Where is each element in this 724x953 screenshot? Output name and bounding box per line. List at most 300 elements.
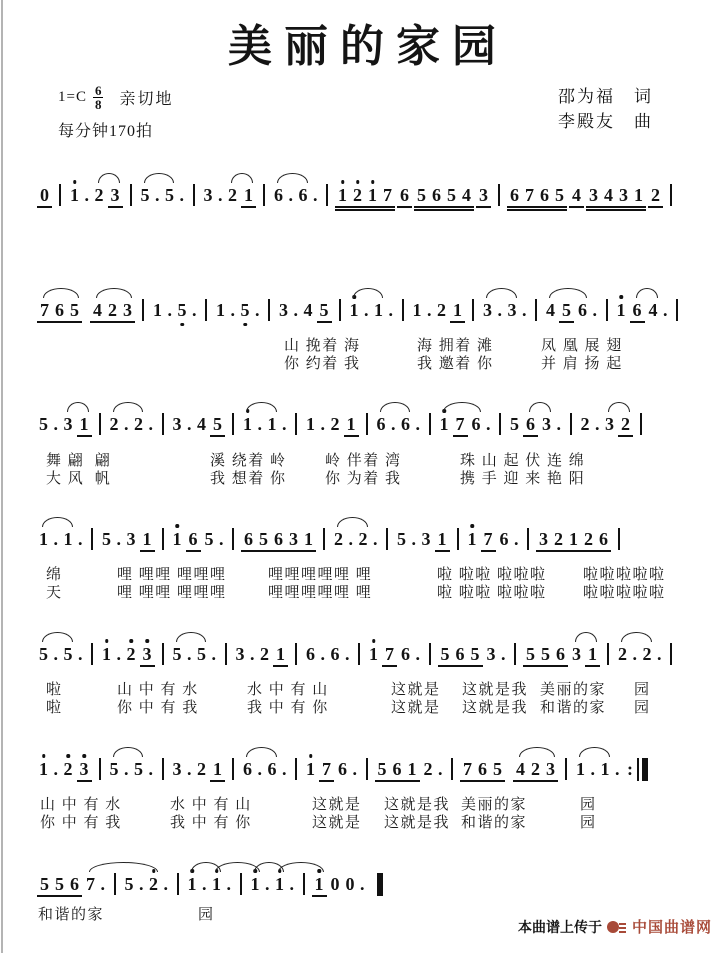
aug-dot: . (155, 185, 160, 205)
underline-group (559, 299, 574, 323)
lyric-text: 这就是 (312, 815, 362, 831)
slur-arc (608, 402, 630, 412)
slur-arc (67, 402, 89, 412)
note: 4 (303, 300, 313, 320)
lyric-text: 你 为着 我 (325, 471, 402, 487)
aug-dot: . (497, 300, 502, 320)
lyric-text: 园 (198, 907, 215, 923)
barline (263, 184, 265, 206)
note: 1 (79, 414, 89, 434)
note: 1 (346, 414, 356, 434)
aug-dot: . (288, 185, 293, 205)
note: 2 (437, 300, 446, 320)
slur-arc (176, 632, 206, 642)
aug-dot: . (226, 874, 231, 894)
note: 5 (397, 529, 406, 549)
note: 1 (275, 874, 284, 894)
aug-dot: . (320, 644, 325, 664)
note: 7 (322, 759, 331, 779)
note: 3 (486, 644, 496, 664)
slur-arc (278, 862, 324, 872)
score-line (36, 413, 648, 437)
note: 1 (187, 874, 197, 894)
underline-group (210, 758, 225, 782)
lyric-text: 我 邀着 你 (417, 356, 494, 372)
lyric-text: 哩哩哩哩哩 哩 (268, 585, 373, 601)
note: 3 (172, 414, 182, 434)
lyric-text: 我 中 有 你 (170, 815, 252, 831)
barline (514, 643, 516, 665)
note: 3 (123, 300, 132, 320)
note: 0 (40, 185, 49, 205)
note: 1 (600, 759, 610, 779)
aug-dot: . (53, 529, 58, 549)
slur-arc (215, 862, 260, 872)
slur-arc (113, 747, 143, 757)
note: 6 (274, 529, 283, 549)
note: 1 (250, 874, 260, 894)
note: 1 (244, 185, 253, 205)
lyric-text: 园 (580, 815, 597, 831)
note: 1 (304, 529, 313, 549)
note: 5 (510, 414, 519, 434)
barline (162, 413, 164, 435)
barline (162, 528, 164, 550)
underline-group (77, 758, 92, 782)
score-line (36, 643, 678, 667)
lyric-text: 啦 啦啦 啦啦啦 (437, 567, 547, 583)
aug-dot: . (411, 529, 416, 549)
note: 3 (619, 185, 628, 205)
lyric-text: 大 风 帆 (46, 471, 112, 487)
lyric-text: 这就是 (391, 700, 441, 716)
aug-dot: . (84, 185, 89, 205)
lyric-text: 啦 (46, 682, 63, 698)
aug-dot: . (282, 759, 287, 779)
footer (0, 916, 712, 937)
barline (386, 528, 388, 550)
note: 1 (349, 300, 359, 320)
barline (457, 528, 459, 550)
note: 2 (63, 759, 73, 779)
expression-mark: 亲切地 (119, 91, 174, 108)
barline (295, 643, 297, 665)
barline (527, 528, 529, 550)
note: 3 (539, 529, 548, 549)
lyric-text: 这就是我 (462, 700, 529, 716)
note: 5 (447, 185, 456, 205)
note: 2 (334, 529, 343, 549)
aug-dot: . (187, 414, 192, 434)
note: 5 (440, 644, 450, 664)
underline-group (586, 184, 646, 211)
underline-group (476, 184, 491, 208)
aug-dot: . (657, 644, 662, 664)
underline-group (140, 528, 155, 552)
barline (429, 643, 431, 665)
lyric-text: 哩 哩哩 哩哩哩 (117, 567, 227, 583)
note: 5 (555, 185, 564, 205)
lyric-text: 园 (634, 700, 651, 716)
aug-dot: . (282, 414, 287, 434)
aug-dot: . (364, 300, 369, 320)
note: 5 (259, 529, 268, 549)
aug-dot: . (187, 644, 192, 664)
barline (295, 758, 297, 780)
note: 6 (70, 874, 79, 894)
note: 1 (374, 300, 383, 320)
underline-group (585, 643, 600, 667)
note: 4 (197, 414, 206, 434)
note: 3 (589, 185, 598, 205)
lyric-text: 你 中 有 我 (117, 700, 199, 716)
underline-group (375, 758, 420, 782)
note: 1 (412, 300, 422, 320)
aug-dot: . (116, 644, 121, 664)
barline (451, 758, 453, 780)
underline-group (438, 643, 483, 667)
slur-arc (443, 402, 481, 412)
barline (130, 184, 132, 206)
aug-dot: . (486, 414, 491, 434)
underline-group (435, 528, 450, 552)
upload-note: 本曲谱上传于 (517, 920, 602, 936)
barline (99, 758, 101, 780)
note: 3 (279, 300, 288, 320)
aug-dot: . (388, 300, 393, 320)
note: 6 (274, 185, 283, 205)
note: 4 (572, 185, 581, 205)
barline (142, 299, 144, 321)
note: 3 (546, 759, 555, 779)
underline-group (523, 413, 538, 437)
aug-dot: . (427, 300, 432, 320)
note: 4 (516, 759, 525, 779)
slur-arc (42, 517, 73, 527)
note: 5 (134, 759, 143, 779)
aug-dot: . (257, 759, 262, 779)
aug-dot: . (313, 185, 318, 205)
aug-dot: . (293, 300, 298, 320)
note: 6 (267, 759, 277, 779)
aug-dot: . (632, 644, 637, 664)
underline-group (414, 184, 474, 211)
lyric-text: 绵 (46, 567, 63, 583)
note: 5 (240, 300, 250, 320)
note: 6 (471, 414, 481, 434)
note: 4 (93, 300, 102, 320)
barline (358, 643, 360, 665)
note: 3 (142, 644, 152, 664)
note: 1 (243, 414, 252, 434)
note: 4 (604, 185, 613, 205)
slur-arc (636, 288, 658, 298)
note: 6 (244, 529, 253, 549)
barline (472, 299, 474, 321)
barline (535, 299, 537, 321)
barline (570, 413, 572, 435)
underline-group (319, 758, 334, 782)
barline (99, 413, 101, 435)
aug-dot: . (187, 759, 192, 779)
aug-dot: . (522, 300, 527, 320)
slur-arc (579, 747, 610, 757)
underline-group (312, 873, 327, 897)
aug-dot: . (663, 300, 668, 320)
note: 1 (70, 185, 79, 205)
barline (670, 184, 672, 206)
lyric-text: 岭 伴着 湾 (325, 453, 402, 469)
barline (670, 643, 672, 665)
lyric-text: 园 (634, 682, 651, 698)
note: 4 (648, 300, 658, 320)
note: 5 (40, 874, 49, 894)
aug-dot: . (219, 529, 224, 549)
note: 5 (55, 874, 64, 894)
aug-dot: . (289, 874, 294, 894)
slur-arc (144, 173, 174, 183)
aug-dot: . (179, 185, 184, 205)
slur-arc (549, 288, 587, 298)
note: 2 (197, 759, 206, 779)
lyric-text: 这就是我 (384, 815, 451, 831)
lyric-text: 啦啦啦啦啦 (583, 585, 666, 601)
lyric-text: 你 约着 我 (284, 356, 361, 372)
note: 1 (616, 300, 626, 320)
note: 2 (109, 414, 119, 434)
barline (607, 643, 609, 665)
lyric-text: 啦啦啦啦啦 (583, 567, 666, 583)
note: 5 (109, 759, 119, 779)
aug-dot: . (352, 759, 357, 779)
note: 5 (417, 185, 426, 205)
note: 2 (260, 644, 269, 664)
note: 6 (578, 300, 587, 320)
aug-dot: . (218, 185, 223, 205)
lyricist: 邵为福 词 (558, 87, 653, 106)
aug-dot: . (167, 300, 172, 320)
note: 3 (483, 300, 492, 320)
barline (295, 413, 297, 435)
note: 2 (149, 874, 158, 894)
lyric-text: 我 想着 你 (210, 471, 287, 487)
lyric-text: 溪 绕着 岭 (210, 453, 287, 469)
aug-dot: . (391, 414, 396, 434)
lyric-text: 山 中 有 水 (40, 797, 122, 813)
aug-dot: . (78, 529, 83, 549)
note: 5 (102, 529, 111, 549)
note: 1 (576, 759, 585, 779)
note: 6 (188, 529, 198, 549)
final-barline (637, 758, 648, 781)
lyric-text: 并 肩 扬 起 (541, 356, 623, 372)
note: 5 (204, 529, 214, 549)
note: 1 (467, 529, 477, 549)
note: 1 (102, 644, 111, 664)
note: 2 (353, 185, 362, 205)
note: 6 (298, 185, 308, 205)
barline (162, 758, 164, 780)
aug-dot: . (255, 300, 260, 320)
barline (429, 413, 431, 435)
score-line (36, 528, 626, 552)
underline-group (569, 184, 584, 208)
aug-dot: . (124, 414, 129, 434)
aug-dot: . (163, 874, 168, 894)
slur-arc (529, 402, 551, 412)
underline-group (513, 758, 558, 782)
barline (640, 413, 642, 435)
lyric-text: 珠 山 起 伏 连 绵 (460, 453, 586, 469)
aug-dot: . (124, 759, 129, 779)
slur-arc (246, 747, 277, 757)
note: 0 (330, 874, 340, 894)
note: 2 (584, 529, 593, 549)
score-line (36, 873, 383, 897)
note: 5 (140, 185, 150, 205)
slur-arc (113, 402, 143, 412)
aug-dot: . (148, 414, 153, 434)
note: 6 (526, 414, 535, 434)
lyric-text: 凤 凰 展 翅 (541, 338, 623, 354)
underline-group (90, 299, 135, 323)
note: 2 (554, 529, 563, 549)
aug-dot: . (100, 874, 105, 894)
note: 6 (632, 300, 642, 320)
note: 5 (541, 644, 550, 664)
note: 1 (63, 529, 73, 549)
note: 6 (401, 414, 410, 434)
note: 5 (377, 759, 387, 779)
note: 1 (213, 759, 222, 779)
lyric-text: 你 中 有 我 (40, 815, 122, 831)
underline-group (186, 528, 201, 552)
underline-group (630, 299, 645, 323)
aug-dot: . (139, 874, 144, 894)
note: 1 (39, 759, 48, 779)
note: 1 (153, 300, 162, 320)
note: 1 (314, 874, 324, 894)
lyric-text: 啦 啦啦 啦啦啦 (437, 585, 547, 601)
note: 2 (358, 529, 368, 549)
lyric-text: 这就是我 (462, 682, 529, 698)
barline (323, 528, 325, 550)
aug-dot: . (320, 414, 325, 434)
note: 5 (493, 759, 502, 779)
aug-dot: . (202, 874, 207, 894)
barline (91, 643, 93, 665)
note: 7 (383, 185, 392, 205)
barline (193, 184, 195, 206)
note: 2 (126, 644, 136, 664)
barline (676, 299, 678, 321)
underline-group (618, 413, 633, 437)
site-logo-icon (607, 919, 627, 935)
note: 6 (338, 759, 347, 779)
underline-group (481, 528, 496, 552)
note: 3 (605, 414, 614, 434)
underline-group (210, 413, 225, 437)
note: 2 (94, 185, 104, 205)
aug-dot: . (595, 414, 600, 434)
note: 6 (392, 759, 402, 779)
note: 7 (385, 644, 394, 664)
aug-dot: . (348, 529, 353, 549)
slur-arc (98, 173, 120, 183)
lyric-text: 这就是 (312, 797, 362, 813)
note: 5 (172, 644, 182, 664)
lyric-text: 山 中 有 水 (117, 682, 199, 698)
note: 3 (63, 414, 73, 434)
barline (114, 873, 116, 895)
aug-dot: . (345, 644, 350, 664)
underline-group (453, 413, 468, 437)
lyric-text: 和谐的家 (38, 907, 105, 923)
aug-dot: . (415, 644, 420, 664)
lyric-text: 啦 (46, 700, 63, 716)
note: 2 (618, 644, 627, 664)
underline-group (450, 299, 465, 323)
note: 3 (203, 185, 213, 205)
aug-dot: . (148, 759, 153, 779)
note: 1 (369, 644, 378, 664)
note: 6 (400, 185, 409, 205)
lyric-text: 这就是 (391, 682, 441, 698)
lyric-text: 美丽的家 (540, 682, 607, 698)
underline-group (460, 758, 505, 782)
aug-dot: . (438, 759, 443, 779)
note: 1 (267, 414, 277, 434)
score-line (36, 299, 684, 323)
note: 5 (197, 644, 206, 664)
note: 1 (368, 185, 377, 205)
lyric-text: 水 中 有 山 (247, 682, 329, 698)
underline-group (382, 643, 397, 667)
note: 6 (510, 185, 519, 205)
note: 3 (126, 529, 136, 549)
aug-dot: . (590, 759, 595, 779)
note: 3 (110, 185, 120, 205)
note: 2 (330, 414, 340, 434)
slur-arc (486, 288, 517, 298)
underline-group (335, 184, 395, 211)
note: 6 (478, 759, 487, 779)
note: 2 (134, 414, 143, 434)
note: 5 (177, 300, 187, 320)
aug-dot: . (250, 644, 255, 664)
slur-arc (353, 288, 383, 298)
song-title: 美丽的家园 (228, 22, 508, 71)
underline-group (37, 299, 82, 323)
note: 1 (276, 644, 285, 664)
note: 5 (39, 414, 48, 434)
note: 1 (569, 529, 578, 549)
aug-dot: . (53, 414, 58, 434)
note: 5 (165, 185, 174, 205)
barline (303, 873, 305, 895)
barline (240, 873, 242, 895)
lyric-text: 和谐的家 (540, 700, 607, 716)
aug-dot: . (415, 414, 420, 434)
aug-dot: . (53, 644, 58, 664)
aug-dot: . (230, 300, 235, 320)
meter-numerator: 6 (94, 83, 102, 98)
underline-group (273, 643, 288, 667)
barline (606, 299, 608, 321)
note: 1 (306, 414, 315, 434)
underline-group (241, 528, 316, 552)
note: 2 (108, 300, 117, 320)
